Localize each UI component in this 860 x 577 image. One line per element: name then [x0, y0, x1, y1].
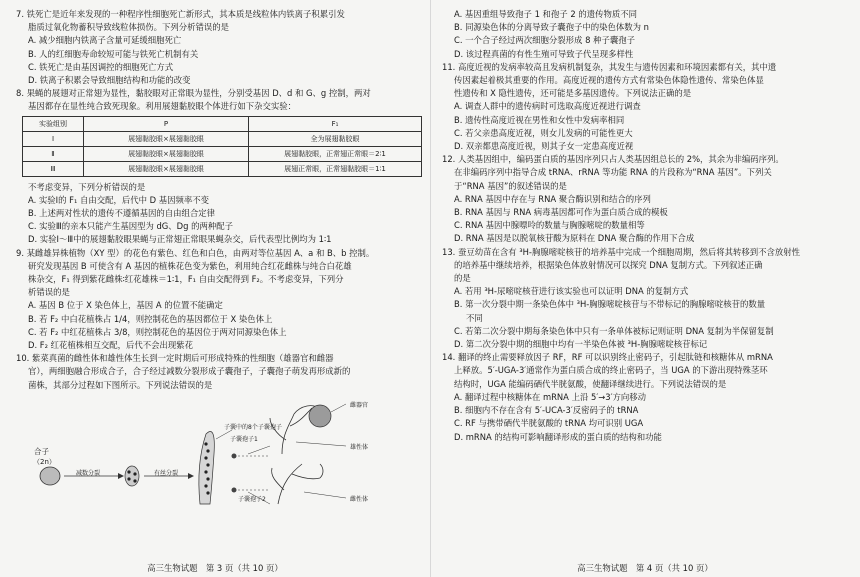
table-cell: Ⅲ	[23, 161, 84, 176]
mitosis-label: 有丝分裂	[154, 469, 179, 477]
q10-figure	[20, 394, 420, 516]
q8-option-a: A. 实验Ⅰ的 F₁ 自由交配，后代中 D 基因频率不变	[28, 194, 210, 205]
q12-stem-3: 于“RNA 基因”的叙述错误的是	[454, 180, 567, 191]
zygote-ploidy-label: （2n）	[33, 457, 56, 466]
table-cell: Ⅱ	[23, 146, 84, 161]
table-cell: 展翅黏胶眼×展翅黏胶眼	[84, 146, 249, 161]
table-header: P	[84, 116, 249, 131]
q11-stem-3: 性遗传和 X 隐性遗传，还可能是多基因遗传。下列说法正确的是	[454, 88, 692, 99]
table-cell: 展翅正常眼，正常翅黏胶眼＝1∶1	[249, 161, 422, 176]
q10-option-b: B. 同源染色体的分离导致子囊孢子中的染色体数为 n	[454, 22, 649, 33]
q9-stem-4: 析错误的是	[28, 287, 70, 298]
table-header: F₁	[249, 116, 422, 131]
q12-option-b: B. RNA 基因与 RNA 病毒基因都可作为蛋白质合成的模板	[454, 207, 668, 218]
table-row	[23, 146, 422, 161]
q10-stem-3: 菌株，其部分过程如下图所示。下列说法错误的是	[28, 379, 213, 390]
q9-stem-3: 株杂交，F₁ 得到紫花雌株∶红花雄株＝1∶1，F₁ 自由交配得到 F₂。不考虑变异，下列分	[28, 274, 344, 285]
q13-option-b: B. 第一次分裂中期一条染色体中 ³H-胸腺嘧啶核苷与不带标记的胸腺嘧啶核苷的数量	[454, 299, 766, 310]
q11-option-c: C. 若父亲患高度近视，则女儿发病的可能性更大	[454, 127, 633, 138]
female-organ-label: 雌器官	[350, 401, 369, 409]
table-cell: 展翅黏胶眼，正常翅正常眼＝2∶1	[249, 146, 422, 161]
q12-option-c: C. RNA 基因中腺嘌呤的数量与胸腺嘧啶的数量相等	[454, 220, 645, 231]
table-header: 实验组别	[23, 116, 84, 131]
q11-stem-1: 11. 高度近视的发病率较高且发病机制复杂，其发生与遗传因素和环境因素都有关，其中遗	[442, 61, 777, 72]
table-cell: 展翅黏胶眼×展翅黏胶眼	[84, 131, 249, 146]
q9-stem-1: 9. 某雌雄异株植物（XY 型）的花色有紫色、红色和白色，由两对等位基因 A、a 和 B、b 控制。	[16, 247, 375, 258]
q8-option-b: B. 上述两对性状的遗传不遵循基因的自由组合定律	[28, 208, 215, 219]
q9-option-a: A. 基因 B 位于 X 染色体上，基因 A 的位置不能确定	[28, 300, 223, 311]
q12-stem-1: 12. 人类基因组中，编码蛋白质的基因序列只占人类基因组总长的 2%，其余为非编码序列。	[442, 154, 784, 165]
q8-stem-3: 不考虑变异，下列分析错误的是	[28, 181, 146, 192]
q10-option-c: C. 一个合子经过两次细胞分裂形成 8 种子囊孢子	[454, 35, 635, 46]
q9-option-c: C. 若 F₂ 中红花植株占 3/8，则控制花色的基因位于两对同源染色体上	[28, 326, 287, 337]
q11-option-a: A. 调查人群中的遗传病时可选取高度近视进行调查	[454, 101, 641, 112]
q7-option-d: D. 铁离子积累会导致细胞结构和功能的改变	[28, 75, 191, 86]
q11-option-b: B. 遗传性高度近视在男性和女性中发病率相同	[454, 114, 625, 125]
q9-stem-2: 研究发现基因 B 可使含有 A 基因的植株花色变为紫色，利用纯合红花雌株与纯合白花雄	[28, 260, 352, 271]
q10-option-d: D. 该过程真菌的有性生殖可导致子代呈现多样性	[454, 48, 634, 59]
q8-stem-2: 基因都存在显性纯合致死现象。利用展翅黏胶眼个体进行如下杂交实验：	[28, 101, 296, 112]
q14-option-b: B. 细胞内不存在含有 5′-UCA-3′反密码子的 tRNA	[454, 405, 639, 416]
q7-option-b: B. 人的红细胞寿命较短可能与铁死亡机制有关	[28, 48, 199, 59]
female-organ-shape	[309, 405, 331, 427]
q13-option-d: D. 第二次分裂中期的细胞中均有一半染色体被 ³H-胸腺嘧啶核苷标记	[454, 339, 708, 350]
q14-option-a: A. 翻译过程中核糖体在 mRNA 上沿 5′→3′方向移动	[454, 391, 646, 402]
spore2-label: 子囊孢子2	[238, 495, 266, 503]
male-body-label: 雄性体	[350, 443, 369, 451]
q9-option-d: D. F₂ 红花植株相互交配，后代不会出现紫花	[28, 340, 193, 351]
table-cell: 展翅黏胶眼×展翅黏胶眼	[84, 161, 249, 176]
q10-stem-2: 官），两细胞融合形成合子，合子经过减数分裂形成子囊孢子，子囊孢子萌发再形成新的	[28, 366, 351, 377]
ascus-label: 子囊中的8个子囊孢子	[224, 423, 282, 431]
page-footer: 高三生物试题 第 4 页（共 10 页）	[577, 563, 713, 573]
q7-option-c: C. 铁死亡是由基因调控的细胞死亡方式	[28, 61, 174, 72]
q8-option-c: C. 实验Ⅲ的亲本只能产生基因型为 dG、Dg 的两种配子	[28, 221, 233, 232]
q10-stem-1: 10. 紫菜真菌的雌性体和雄性体生长到一定时期后可形成特殊的性细胞（雄器官和雌器	[16, 353, 334, 364]
q13-option-a: A. 若用 ³H-尿嘧啶核苷进行该实验也可以证明 DNA 的复制方式	[454, 286, 689, 297]
q12-option-d: D. RNA 基因是以脱氧核苷酸为原料在 DNA 聚合酶的作用下合成	[454, 233, 695, 244]
q8-stem-1: 8. 果蝇的展翅对正常翅为显性，黏胶眼对正常眼为显性，分别受基因 D、d 和 G、g 控制，两对	[16, 88, 371, 99]
q12-stem-2: 在非编码序列中指导合成 tRNA、rRNA 等功能 RNA 的片段称为“RNA 基因”。下列关	[454, 167, 772, 178]
q13-stem-1: 13. 蚕豆幼苗在含有 ³H-胸腺嘧啶核苷的培养基中完成一个细胞周期，然后将其转移到不含放射性	[442, 246, 800, 257]
q14-stem-3: 结构时，UGA 能编码硒代半胱氨酸，使翻译继续进行。下列说法错误的是	[454, 378, 727, 389]
female-body-label: 雌性体	[350, 495, 369, 503]
q9-option-b: B. 若 F₂ 中白花植株占 1/4，则控制花色的基因都位于 X 染色体上	[28, 313, 273, 324]
q13-stem-2: 的培养基中继续培养，根据染色体放射情况可以探究 DNA 复制方式。下列叙述正确	[454, 259, 763, 270]
table-cell: Ⅰ	[23, 131, 84, 146]
q10-option-a: A. 基因重组导致孢子 1 和孢子 2 的遗传物质不同	[454, 9, 637, 19]
table-cell: 全为展翅黏胶眼	[249, 131, 422, 146]
q13-stem-3: 的是	[454, 273, 471, 284]
q11-option-d: D. 双亲都患高度近视，则其子女一定患高度近视	[454, 141, 634, 152]
q8-table	[22, 116, 422, 177]
page-4	[430, 0, 860, 577]
q8-option-d: D. 实验Ⅰ～Ⅲ中的展翅黏胶眼果蝇与正常翅正常眼果蝇杂交，后代表型比例均为 1∶1	[28, 234, 332, 245]
q13-option-b-cont: 不同	[466, 312, 483, 323]
q14-option-c: C. RF 与携带硒代半胱氨酸的 tRNA 均可识别 UGA	[454, 418, 644, 429]
page-footer: 高三生物试题 第 3 页（共 10 页）	[147, 563, 283, 573]
spore1-label: 子囊孢子1	[230, 435, 258, 443]
q7-stem-2: 脂质过氧化物蓄积导致线粒体损伤。下列分析错误的是	[28, 22, 229, 33]
q14-stem-1: 14. 翻译的终止需要释放因子 RF，RF 可以识别终止密码子，引起肽链和核糖体从 mRNA	[442, 352, 773, 363]
q7-option-a: A. 减少细胞内铁离子含量可延缓细胞死亡	[28, 35, 182, 46]
q7-stem-1: 7. 铁死亡是近年来发现的一种程序性细胞死亡新形式，其本质是线粒体内铁离子积累引发	[16, 9, 345, 19]
q14-stem-2: 上释放。5′-UGA-3′通常作为蛋白质合成的终止密码子，当 UGA 的下游出现特殊茎环	[454, 365, 768, 376]
zygote-label: 合子	[34, 446, 49, 456]
table-row	[23, 161, 422, 176]
zygote-shape	[40, 467, 60, 485]
q12-option-a: A. RNA 基因中存在与 RNA 聚合酶识别和结合的序列	[454, 193, 651, 204]
q11-stem-2: 传因素起着极其重要的作用。高度近视的遗传方式有常染色体隐性遗传、常染色体显	[454, 75, 764, 86]
meiosis-label: 减数分裂	[76, 469, 101, 477]
q14-option-d: D. mRNA 的结构可影响翻译形成的蛋白质的结构和功能	[454, 431, 662, 442]
table-row	[23, 131, 422, 146]
q13-option-c: C. 若第二次分裂中期每条染色体中只有一条单体被标记则证明 DNA 复制为半保留复制	[454, 325, 774, 336]
